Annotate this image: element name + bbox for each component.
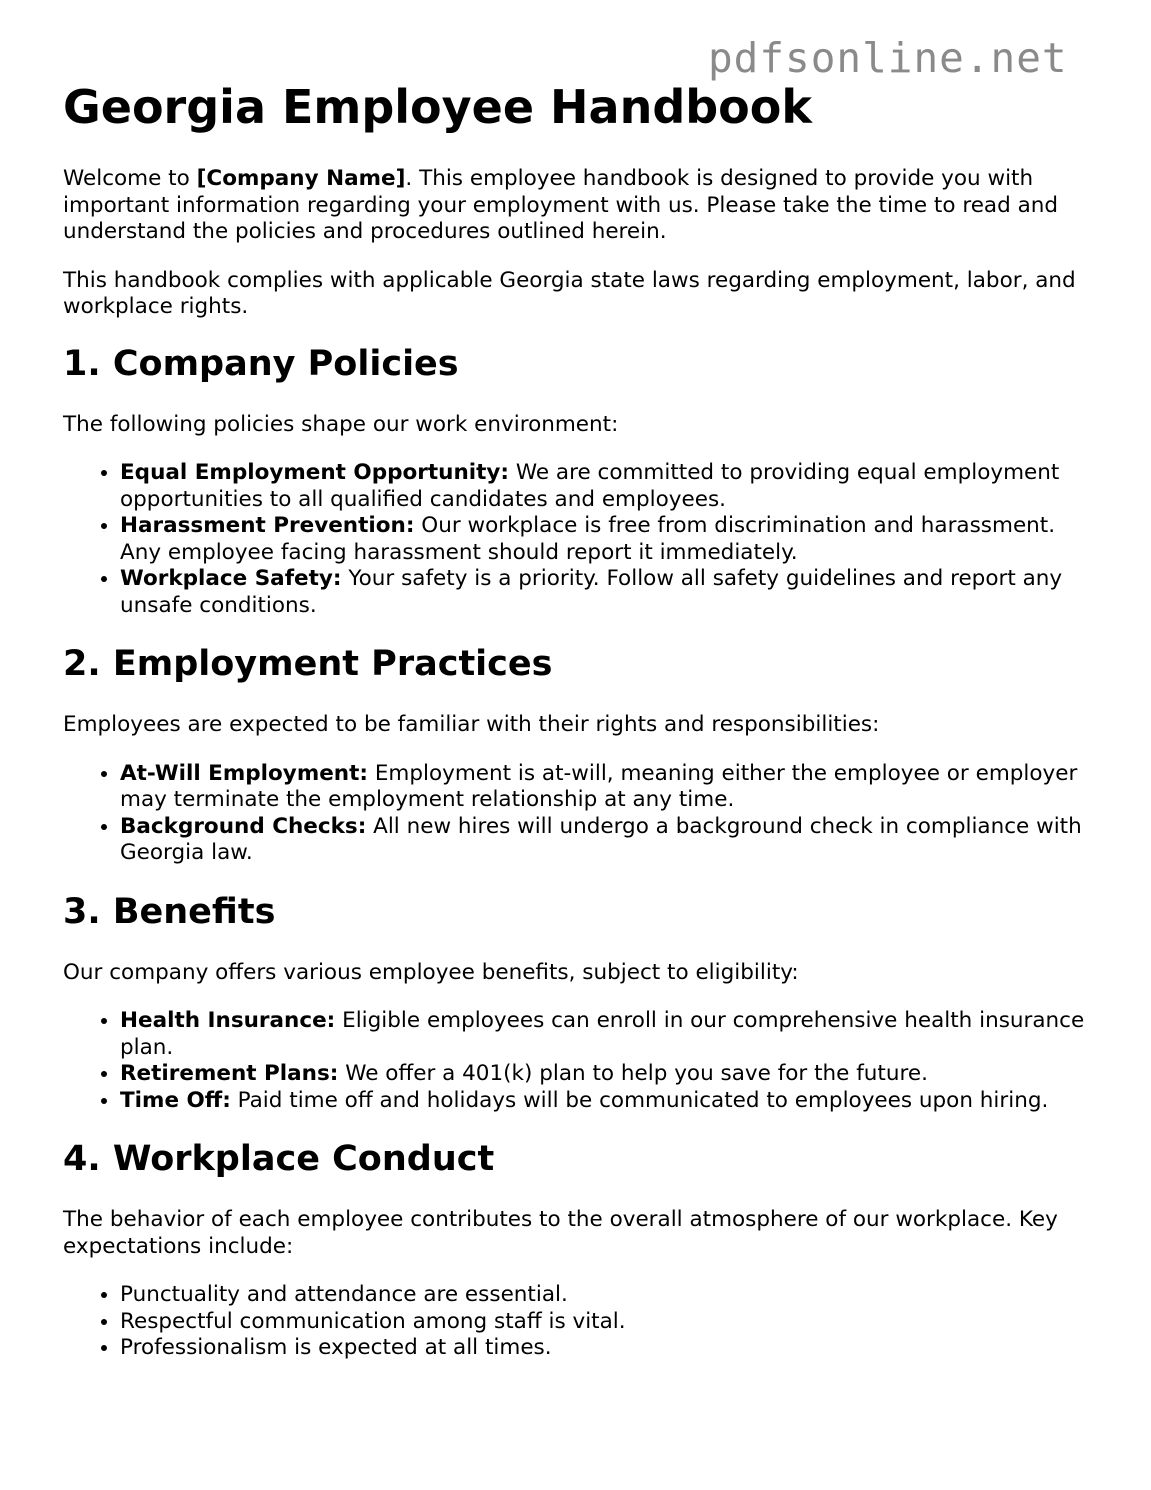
list-item — [120, 761, 1093, 814]
list-item: • Respectful communication among staff is vital. — [120, 1309, 1093, 1336]
section-company-policies — [63, 343, 1093, 620]
policy-list — [63, 460, 1093, 619]
company-name-placeholder: [Company Name] — [196, 166, 406, 192]
item-text: We offer a 401(k) plan to help you save for the future. — [338, 1061, 928, 1087]
list-item — [120, 1008, 1093, 1061]
item-text: Our workplace is free from discrimination and harassment. Any employee facing harassment should report it immediately. — [120, 513, 1056, 565]
intro-paragraph — [63, 166, 1093, 246]
section-workplace-conduct — [63, 1138, 1093, 1362]
list-item: • Punctuality and attendance are essential. — [120, 1282, 1093, 1309]
item-text: Employment is at-will, meaning either the employee or employer may terminate the employment relationship at any time. — [120, 760, 1078, 813]
section-lead: Our company offers various employee benefits, subject to eligibility: — [63, 959, 799, 985]
page-title: Georgia Employee Handbook — [63, 80, 812, 134]
watermark-text: pdfsonline.net — [708, 34, 1068, 82]
intro-text-before: Welcome to — [63, 166, 197, 192]
intro-text-after: . This employee handbook is designed to provide you with important information regarding your employment with us. Please take the time to read and understand the policies and procedures outlined herein. — [63, 166, 1059, 245]
compliance-paragraph: This handbook complies with applicable Georgia state laws regarding employment, labor, and workplace rights. — [63, 267, 1076, 320]
item-text: All new hires will undergo a background check in compliance with Georgia law. — [120, 813, 1082, 866]
item-term: Health Insurance: — [120, 1008, 336, 1034]
conduct-list — [63, 1282, 1093, 1362]
list-item — [120, 513, 1093, 566]
section-lead: The behavior of each employee contributes to the overall atmosphere of our workplace. Key expectations include: — [63, 1207, 1058, 1259]
item-text: Your safety is a priority. Follow all safety guidelines and report any unsafe conditions. — [120, 566, 1063, 618]
list-item — [120, 1061, 1093, 1088]
list-item — [120, 1088, 1093, 1115]
section-heading: 2. Employment Practices — [63, 644, 553, 685]
list-item: • Professionalism is expected at all times. — [120, 1335, 1093, 1362]
list-item — [120, 566, 1093, 619]
benefits-list — [63, 1008, 1093, 1114]
section-employment-practices — [63, 643, 1093, 867]
item-term: Harassment Prevention: — [120, 513, 415, 539]
list-item — [120, 814, 1093, 867]
section-lead: Employees are expected to be familiar with their rights and responsibilities: — [63, 712, 880, 738]
section-lead: The following policies shape our work environment: — [63, 411, 619, 437]
item-term: Workplace Safety: — [120, 566, 342, 592]
item-term: Retirement Plans: — [120, 1061, 339, 1087]
item-text: Paid time off and holidays will be communicated to employees upon hiring. — [230, 1087, 1049, 1113]
practice-list — [63, 761, 1093, 867]
document-page — [63, 80, 1093, 1386]
item-term: Time Off: — [120, 1087, 231, 1113]
section-heading: 3. Benefits — [63, 891, 276, 932]
section-heading: 1. Company Policies — [63, 343, 459, 384]
item-term: Background Checks: — [120, 813, 367, 839]
section-benefits — [63, 891, 1093, 1115]
item-text: Eligible employees can enroll in our comprehensive health insurance plan. — [120, 1008, 1085, 1060]
section-heading: 4. Workplace Conduct — [63, 1139, 495, 1180]
item-text: We are committed to providing equal employment opportunities to all qualified candidates and employees. — [120, 460, 1060, 512]
list-item — [120, 460, 1093, 513]
item-term: Equal Employment Opportunity: — [120, 460, 510, 486]
item-term: At-Will Employment: — [120, 760, 368, 786]
